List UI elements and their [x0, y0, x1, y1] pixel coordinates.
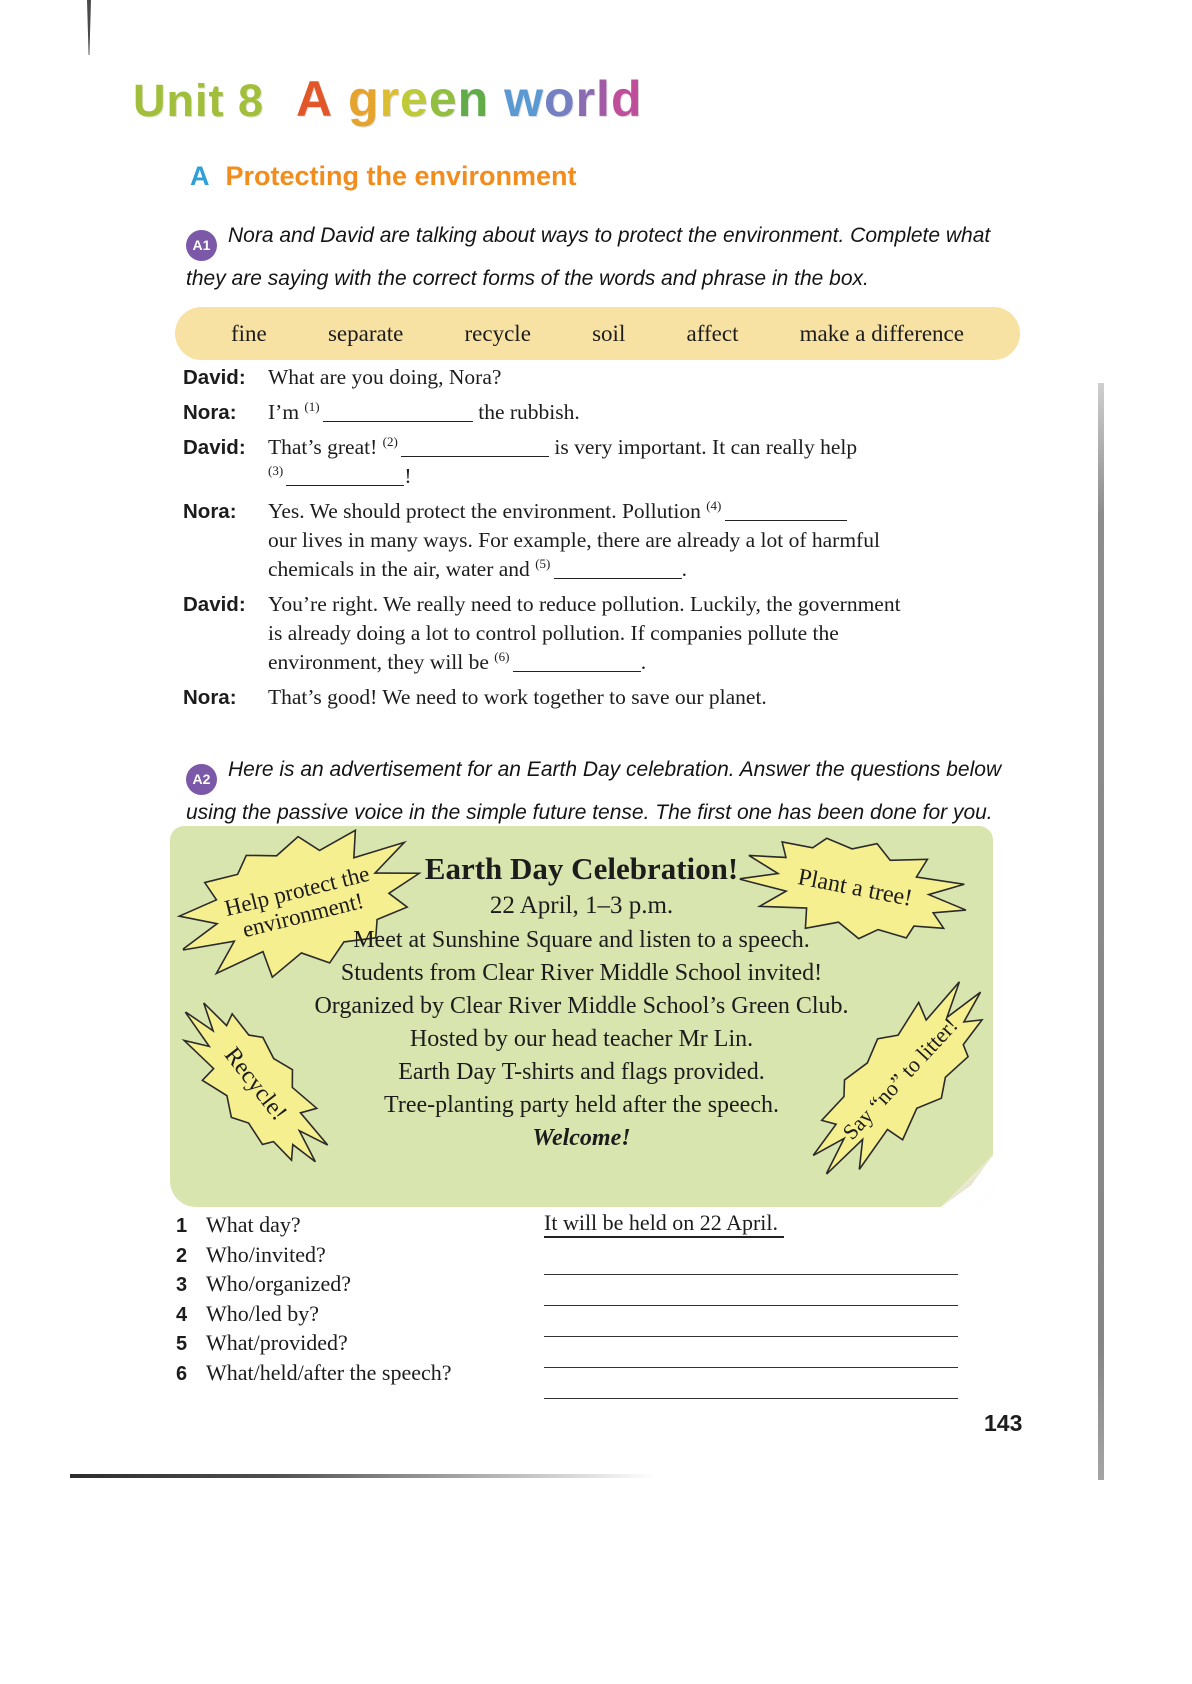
example-answer: [544, 1210, 964, 1244]
title-letter: [489, 70, 504, 128]
title-letter: d: [610, 71, 643, 127]
page-right-edge-shadow: [1098, 383, 1104, 1480]
dialogue-row: [183, 683, 998, 712]
ad-line: Organized by Clear River Middle School’s Green Club.: [314, 993, 849, 1019]
question-row: [176, 1242, 452, 1272]
question-row: [176, 1271, 452, 1301]
question-number: 6: [176, 1362, 188, 1385]
dialogue: [183, 363, 998, 718]
question-number: 4: [176, 1303, 188, 1326]
word-box-item: make a difference: [799, 320, 964, 346]
sticker-text: Plant a tree!: [795, 864, 915, 912]
title-letter: e: [428, 71, 458, 127]
page-bottom-edge-shadow: [70, 1474, 655, 1478]
question-text: Who/organized?: [206, 1271, 351, 1296]
word-box-item: soil: [592, 320, 626, 346]
dialogue-text: I’m $^{(1)}$ the rubbish.: [268, 398, 580, 424]
question-number: 1: [176, 1215, 188, 1237]
unit-label: Unit 8: [133, 75, 265, 126]
title-letter: n: [457, 71, 490, 127]
title-letter: r: [575, 71, 597, 127]
ad-datetime: 22 April, 1–3 p.m.: [489, 892, 674, 919]
ad-line: Students from Clear River Middle School invited!: [340, 960, 823, 986]
question-number: 5: [176, 1333, 188, 1355]
page-number: 143: [984, 1410, 1023, 1436]
answer-blank-line[interactable]: [544, 1368, 958, 1399]
pen-mark-artifact: [87, 0, 91, 55]
ad-lines: [170, 924, 993, 1122]
dialogue-text: What are you doing, Nora?: [268, 365, 502, 389]
speaker-label: David:: [183, 436, 246, 459]
title-letter: w: [504, 71, 545, 127]
dialogue-text: That’s great! $^{(2)}$ is very important. It can really help $^{(3)}$ !: [268, 433, 858, 488]
earth-day-advertisement: [170, 826, 993, 1207]
blank-number: (1): [304, 398, 323, 414]
folded-corner: [941, 1155, 993, 1207]
question-text: What/held/after the speech?: [206, 1359, 452, 1385]
word-box-item: affect: [686, 320, 739, 346]
dialogue-row: [183, 363, 998, 392]
ad-line: Meet at Sunshine Square and listen to a speech.: [353, 927, 810, 953]
ad-line: Tree-planting party held after the speech.: [384, 1092, 779, 1118]
example-answer-text: It will be held on 22 April.: [544, 1210, 784, 1238]
section-title: Protecting the environment: [225, 161, 577, 191]
word-box-item: recycle: [464, 320, 531, 346]
fill-in-blank[interactable]: [725, 501, 847, 521]
unit-title-colored: [296, 70, 642, 128]
dialogue-text: You’re right. We really need to reduce pollution. Luckily, the government is already doing a lot to control pollution. If companies pollute the environment, they will be $^{(6)}$ .: [268, 592, 901, 674]
title-letter: A: [296, 71, 334, 127]
a1-instruction-line1: Nora and David are talking about ways to protect the environment. Complete what: [228, 224, 991, 247]
answer-blank-line[interactable]: [544, 1337, 958, 1368]
exercise-a2-instructions: [186, 752, 1056, 831]
question-text: What/provided?: [206, 1330, 348, 1355]
answer-blank-line[interactable]: [544, 1306, 958, 1337]
ad-welcome: Welcome!: [532, 1125, 631, 1151]
question-text: Who/led by?: [206, 1300, 320, 1326]
exercise-a1-instructions: [186, 218, 1042, 297]
ad-line: Earth Day T-shirts and flags provided.: [398, 1059, 765, 1085]
blank-number: (5): [535, 555, 554, 571]
speaker-label: David:: [183, 366, 246, 389]
answer-blank-line[interactable]: [544, 1244, 958, 1275]
question-row: [176, 1212, 452, 1242]
title-letter: [333, 70, 348, 128]
blank-number: (2): [382, 433, 402, 449]
question-list: [176, 1212, 452, 1389]
a1-instruction-line2: they are saying with the correct forms of the words and phrase in the box.: [186, 266, 869, 290]
title-letter: l: [596, 71, 611, 127]
title-letter: r: [379, 71, 401, 127]
word-box: [175, 307, 1020, 360]
speaker-label: David:: [183, 593, 246, 616]
title-letter: e: [400, 71, 429, 127]
ad-text: [170, 826, 993, 1155]
fill-in-blank[interactable]: [554, 559, 682, 579]
speaker-label: Nora:: [183, 401, 237, 424]
a1-badge: A1: [186, 230, 217, 261]
a2-badge: A2: [186, 764, 217, 795]
speaker-label: Nora:: [183, 500, 237, 523]
a2-instruction-line2: using the passive voice in the simple future tense. The first one has been done for you.: [186, 800, 993, 824]
fill-in-blank[interactable]: [286, 466, 404, 486]
answer-column: [544, 1210, 964, 1399]
question-row: [176, 1330, 452, 1360]
sticker-text: Say “no” to litter!: [837, 1012, 963, 1145]
ad-line: Hosted by our head teacher Mr Lin.: [409, 1026, 754, 1052]
dialogue-row: [183, 398, 998, 427]
word-box-item: separate: [327, 320, 404, 346]
section-heading: [190, 161, 577, 192]
dialogue-row: [183, 497, 998, 584]
dialogue-row: [183, 433, 998, 491]
unit-title: [133, 70, 643, 128]
answer-blank-line[interactable]: [544, 1275, 958, 1306]
blank-number: (4): [706, 497, 725, 513]
fill-in-blank[interactable]: [323, 402, 473, 422]
title-letter: o: [544, 71, 576, 127]
sticker-text: Recycle!: [218, 1042, 292, 1126]
a2-instruction-line1: Here is an advertisement for an Earth Day celebration. Answer the questions below: [228, 758, 1002, 781]
dialogue-text: That’s good! We need to work together to save our planet.: [268, 685, 767, 709]
section-letter: A: [190, 161, 210, 191]
sticker-text: Help protect the environment!: [222, 860, 372, 943]
question-text: What day?: [206, 1212, 301, 1237]
title-letter: g: [348, 71, 380, 127]
blank-number: (3): [268, 462, 287, 478]
dialogue-row: [183, 590, 998, 677]
question-text: Who/invited?: [206, 1241, 326, 1267]
dialogue-text: Yes. We should protect the environment. Pollution $^{(4)}$ our lives in many ways. For example, there are already a lot of harmful chemicals in the air, water and $^{(5)}$ .: [268, 497, 880, 581]
ad-title: Earth Day Celebration!: [424, 851, 739, 886]
question-number: 3: [176, 1274, 188, 1296]
word-box-item: fine: [231, 320, 267, 346]
fill-in-blank[interactable]: [513, 652, 641, 672]
speaker-label: Nora:: [183, 686, 237, 709]
fill-in-blank[interactable]: [401, 437, 549, 457]
blank-number: (6): [494, 648, 513, 664]
question-row: [176, 1301, 452, 1331]
question-number: 2: [176, 1244, 188, 1267]
question-row: [176, 1360, 452, 1390]
